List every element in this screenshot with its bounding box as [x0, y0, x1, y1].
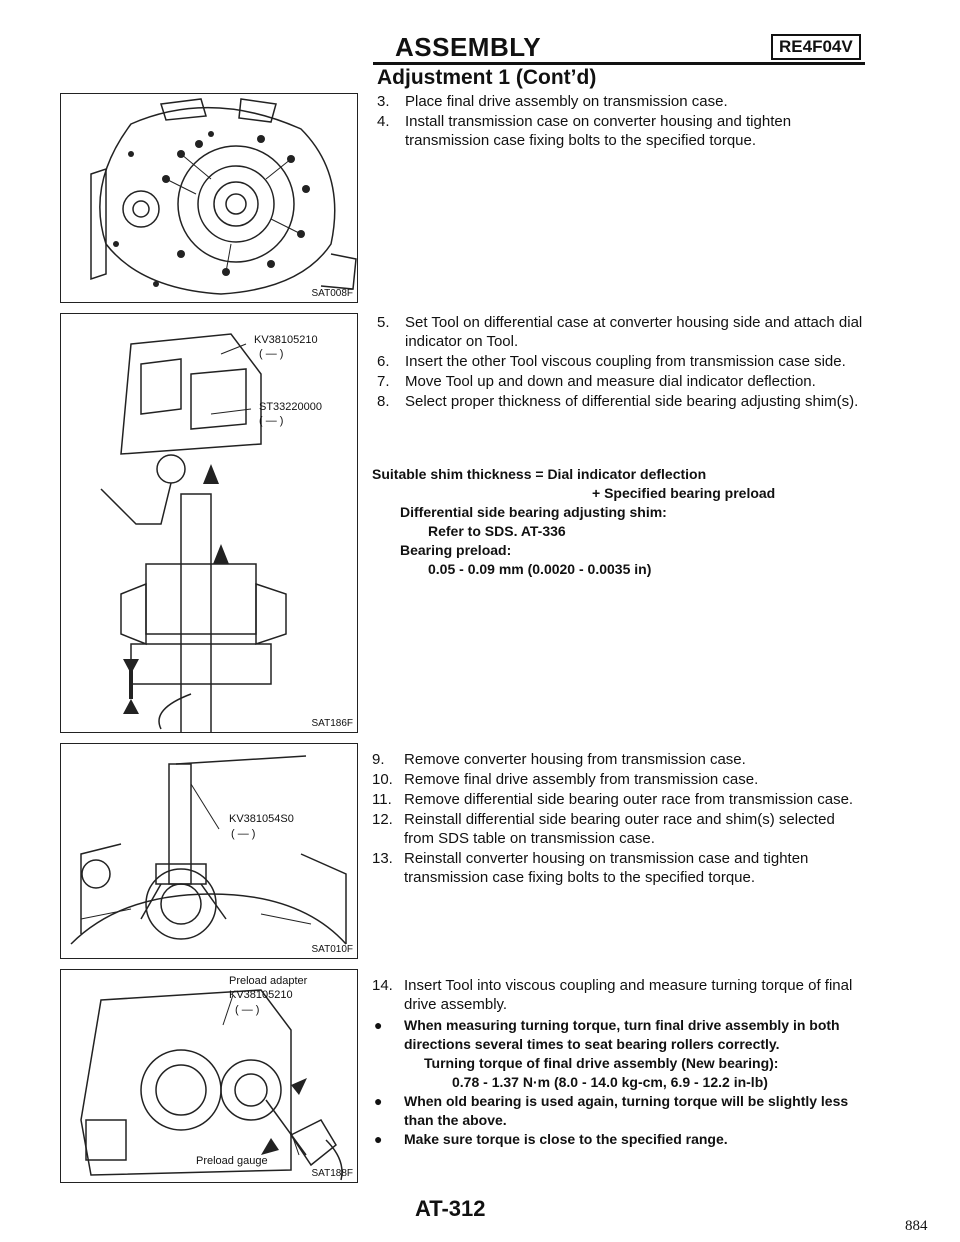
step-item: [377, 92, 867, 111]
page-number: AT-312: [415, 1196, 486, 1221]
page-index: 884: [905, 1218, 928, 1234]
step-number: 6.: [377, 353, 390, 370]
step-number: 7.: [377, 373, 390, 390]
dial-indicator-illustration: [61, 314, 357, 732]
preload-gauge-illustration: [61, 970, 357, 1182]
step-text: Set Tool on differential case at converter housing side and attach dial indicator on Tool.: [405, 314, 863, 350]
steps-block: [372, 750, 867, 888]
step-number: 14.: [372, 977, 393, 994]
bullet-item: [372, 1016, 862, 1054]
bearing-race-illustration: [61, 744, 357, 958]
tool-number-note: ( — ): [259, 348, 284, 360]
step-text: Remove differential side bearing outer race from transmission case.: [404, 791, 854, 808]
model-badge: RE4F04V: [771, 34, 861, 60]
step-number: 9.: [372, 751, 385, 768]
step-item: [377, 352, 867, 371]
section-subtitle: Adjustment 1 (Cont’d): [377, 66, 597, 89]
bullet-item: [372, 1130, 862, 1149]
page-title: ASSEMBLY: [395, 32, 542, 62]
bullet-item: [372, 1092, 862, 1130]
step-item: [377, 392, 867, 411]
step-number: 3.: [377, 93, 390, 110]
step-text: Remove converter housing from transmission case.: [404, 751, 746, 768]
step-item: [372, 849, 867, 887]
spec-label: Bearing preload:: [400, 542, 512, 558]
step-number: 12.: [372, 811, 393, 828]
figure-preload-gauge: [60, 969, 358, 1183]
formula-line: + Specified bearing preload: [592, 485, 776, 501]
figure-code: SAT188F: [311, 1168, 353, 1179]
step-text: Reinstall differential side bearing outer race and shim(s) selected from SDS table on transmission case.: [404, 811, 835, 847]
step-item: [377, 372, 867, 391]
step-item: [372, 976, 862, 1014]
tool-number-note: ( — ): [259, 415, 284, 427]
figure-bearing-race: [60, 743, 358, 959]
bullet-icon: ●: [374, 1131, 383, 1147]
transmission-case-illustration: [61, 94, 357, 302]
step-text: Reinstall converter housing on transmission case and tighten transmission case fixing bolts to the specified torque.: [404, 850, 809, 886]
bullet-icon: ●: [374, 1093, 383, 1109]
step-text: Move Tool up and down and measure dial indicator deflection.: [405, 373, 816, 390]
tool-number-label: KV381054S0: [229, 813, 294, 825]
step-item: [372, 770, 867, 789]
spec-label: Turning torque of final drive assembly (New bearing):: [424, 1055, 779, 1071]
figure-transmission-case: [60, 93, 358, 303]
tool-number-label: ST33220000: [259, 401, 322, 413]
tool-number-note: ( — ): [231, 828, 256, 840]
steps-block: [377, 92, 867, 151]
spec-value: Refer to SDS. AT-336: [428, 523, 566, 539]
step-text: Insert the other Tool viscous coupling from transmission case side.: [405, 353, 846, 370]
tool-name-label: Preload gauge: [196, 1155, 268, 1167]
bullet-icon: ●: [374, 1017, 383, 1033]
steps-block: [377, 313, 867, 412]
step-text: Remove final drive assembly from transmission case.: [404, 771, 759, 788]
tool-name-label: Preload adapter: [229, 975, 308, 987]
bullet-text: When measuring turning torque, turn final drive assembly in both directions several times to seat bearing rollers correctly.: [404, 1017, 840, 1052]
figure-dial-indicator-setup: [60, 313, 358, 733]
tool-number-note: ( — ): [235, 1004, 260, 1016]
step-item: [372, 750, 867, 769]
spec-label: Differential side bearing adjusting shim:: [400, 504, 667, 520]
step-number: 4.: [377, 113, 390, 130]
figure-code: SAT186F: [311, 718, 353, 729]
step-item: [372, 810, 867, 848]
step-number: 11.: [372, 791, 392, 808]
formula-line: Suitable shim thickness = Dial indicator deflection: [372, 466, 707, 482]
step-item: [377, 112, 867, 150]
step-text: Place final drive assembly on transmission case.: [405, 93, 728, 110]
spec-value: 0.05 - 0.09 mm (0.0020 - 0.0035 in): [428, 561, 652, 577]
step-item: [372, 790, 867, 809]
step-number: 10.: [372, 771, 393, 788]
title-rule: [373, 62, 865, 65]
bullet-text: Make sure torque is close to the specified range.: [404, 1131, 728, 1147]
tool-number-label: KV38105210: [254, 334, 318, 346]
step-text: Install transmission case on converter housing and tighten transmission case fixing bolts to the specified torque.: [405, 113, 792, 149]
bullet-text: When old bearing is used again, turning torque will be slightly less than the above.: [404, 1093, 849, 1128]
step-text: Insert Tool into viscous coupling and measure turning torque of final drive assembly.: [404, 977, 853, 1013]
step-number: 5.: [377, 314, 390, 331]
step-number: 13.: [372, 850, 393, 867]
step-text: Select proper thickness of differential side bearing adjusting shim(s).: [405, 393, 859, 410]
step-number: 8.: [377, 393, 390, 410]
spec-value: 0.78 - 1.37 N·m (8.0 - 14.0 kg-cm, 6.9 - 12.2 in-lb): [452, 1074, 768, 1090]
steps-block: [372, 976, 862, 1149]
step-item: [377, 313, 867, 351]
figure-code: SAT010F: [311, 944, 353, 955]
figure-code: SAT008F: [311, 288, 353, 299]
tool-number-label: KV38105210: [229, 989, 293, 1001]
